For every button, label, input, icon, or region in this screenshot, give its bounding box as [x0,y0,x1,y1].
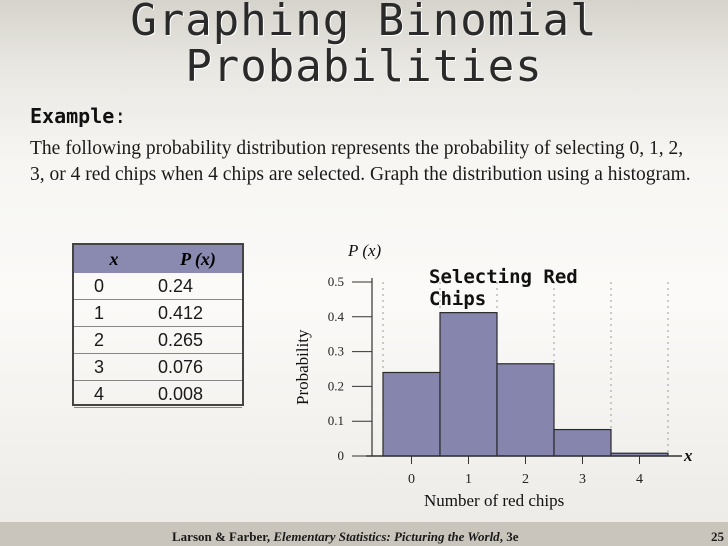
x-tick-label: 4 [636,472,643,487]
table-cell-p: 0.412 [154,300,242,327]
x-tick-label: 1 [465,472,472,487]
histogram-bar [554,430,611,456]
page-number: 25 [711,529,724,544]
y-tick-label: 0.1 [327,413,344,429]
x-tick-label: 3 [579,472,586,487]
x-tick-label: 0 [408,472,415,487]
histogram-bar [440,313,497,456]
y-axis-title: P (x) [348,241,382,260]
x-axis-symbol: x [684,446,693,465]
y-tick-label: 0 [337,448,344,463]
table-cell-x: 2 [74,327,154,354]
x-tick-label: 2 [522,472,529,487]
y-axis-label: Probability [293,329,312,405]
example-colon: : [114,104,127,128]
bars-layer [383,313,668,456]
intro-paragraph: The following probability distribution represents the probability of selecting 0, 1, 2, 3, or 4 red chips when 4 chips are selected. Graph the distribution using a histogram. [30,138,691,185]
table-cell-p: 0.076 [154,354,242,381]
footer-book-title: Elementary Statistics: Picturing the World [273,529,500,544]
slide-title: Graphing Binomial Probabilities [130,0,598,92]
footer-authors: Larson & Farber, [172,529,274,544]
y-tick-label: 0.5 [327,274,344,289]
table-header-x: x [74,245,154,273]
table-cell-p: 0.008 [154,381,242,408]
table-header-p: P (x) [154,245,242,273]
table-cell-p: 0.24 [154,273,242,300]
y-tick-label: 0.3 [327,343,344,359]
chart-title: Selecting Red Chips [429,266,578,310]
y-tick-label: 0.2 [327,378,344,394]
table-cell-p: 0.265 [154,327,242,354]
histogram-bar [383,372,440,456]
footer-citation [172,529,518,545]
table-cell-x: 1 [74,300,154,327]
x-axis-label: Number of red chips [424,491,565,510]
histogram-bar [497,364,554,456]
table-cell-x: 3 [74,354,154,381]
y-tick-label: 0.4 [327,308,344,324]
footer-edition: , 3e [499,529,519,544]
example-label-text: Example [30,104,115,128]
table-cell-x: 0 [74,273,154,300]
table-cell-x: 4 [74,381,154,408]
